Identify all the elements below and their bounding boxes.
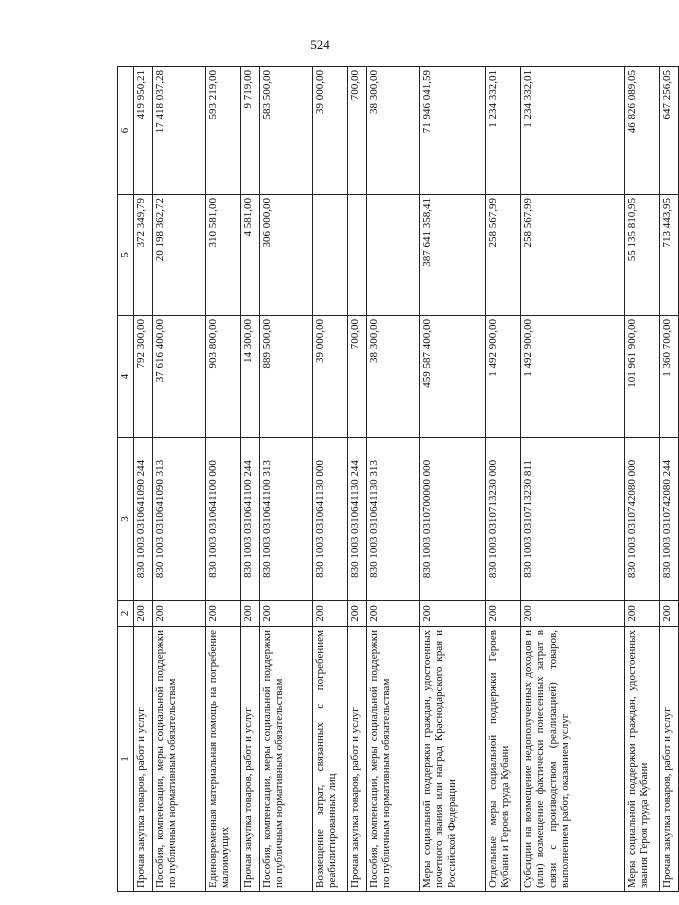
table-row <box>133 67 152 892</box>
row-type: 200 <box>312 601 347 627</box>
row-col6: 700,00 <box>347 67 366 195</box>
row-col6: 39 000,00 <box>312 67 347 195</box>
row-name: Пособия, компенсации, меры социальной поддержки по публичным нормативным обязательствам <box>366 627 419 892</box>
table-row <box>205 67 240 892</box>
row-type: 200 <box>152 601 205 627</box>
row-type: 200 <box>419 601 485 627</box>
table-row <box>659 67 678 892</box>
row-code: 830 1003 0310641130 313 <box>366 438 419 601</box>
row-name: Прочая закупка товаров, работ и услуг <box>240 627 259 892</box>
row-code: 830 1003 0310700000 000 <box>419 438 485 601</box>
row-col4: 903 800,00 <box>205 316 240 438</box>
row-col6: 71 946 041,59 <box>419 67 485 195</box>
row-type: 200 <box>520 601 624 627</box>
table-row <box>312 67 347 892</box>
row-col5: 20 198 362,72 <box>152 195 205 316</box>
row-col4: 39 000,00 <box>312 316 347 438</box>
row-name: Пособия, компенсации, меры социальной поддержки по публичным нормативным обязательствам <box>152 627 205 892</box>
table-row <box>152 67 205 892</box>
row-type: 200 <box>133 601 152 627</box>
row-code: 830 1003 0310641130 244 <box>347 438 366 601</box>
column-header: 2 <box>118 601 134 627</box>
row-name: Меры социальной поддержки граждан, удостоенных звания Героя труда Кубани <box>624 627 659 892</box>
row-col4: 14 300,00 <box>240 316 259 438</box>
row-col6: 46 826 089,05 <box>624 67 659 195</box>
row-code: 830 1003 0310742080 000 <box>624 438 659 601</box>
table-row <box>240 67 259 892</box>
table-row <box>259 67 312 892</box>
row-col5 <box>366 195 419 316</box>
row-col6: 9 719,00 <box>240 67 259 195</box>
table-row <box>419 67 485 892</box>
row-col4: 1 360 700,00 <box>659 316 678 438</box>
row-col6: 38 300,00 <box>366 67 419 195</box>
row-type: 200 <box>624 601 659 627</box>
row-name: Прочая закупка товаров, работ и услуг <box>133 627 152 892</box>
row-col4: 889 500,00 <box>259 316 312 438</box>
row-type: 200 <box>659 601 678 627</box>
row-col6: 419 950,21 <box>133 67 152 195</box>
row-name: Субсидии на возмещение недополученных доходов и (или) возмещение фактически понесенных затрат в связи с производством (реализацией) товаров, выполнением работ, оказанием услуг <box>520 627 624 892</box>
table-row <box>520 67 624 892</box>
row-col5: 387 641 358,41 <box>419 195 485 316</box>
table-row <box>366 67 419 892</box>
row-code: 830 1003 0310641100 313 <box>259 438 312 601</box>
row-col5: 258 567,99 <box>485 195 520 316</box>
row-type: 200 <box>240 601 259 627</box>
table-header-row <box>118 67 134 892</box>
row-col6: 17 418 037,28 <box>152 67 205 195</box>
row-code: 830 1003 0310641100 000 <box>205 438 240 601</box>
row-col5: 306 000,00 <box>259 195 312 316</box>
row-code: 830 1003 0310742080 244 <box>659 438 678 601</box>
row-col4: 792 300,00 <box>133 316 152 438</box>
row-name: Единовременная материальная помощь на погребение малоимущих <box>205 627 240 892</box>
row-name: Меры социальной поддержки граждан, удостоенных почетного звания или наград Краснодарского края и Российской Федерации <box>419 627 485 892</box>
row-col5: 258 567,99 <box>520 195 624 316</box>
row-code: 830 1003 0310641090 313 <box>152 438 205 601</box>
row-col5: 713 443,95 <box>659 195 678 316</box>
row-col5 <box>347 195 366 316</box>
table-row <box>347 67 366 892</box>
row-type: 200 <box>259 601 312 627</box>
row-code: 830 1003 0310641130 000 <box>312 438 347 601</box>
row-col5: 372 349,79 <box>133 195 152 316</box>
page-number: 524 <box>310 37 330 52</box>
row-name: Отдельные меры социальной поддержки Героев Кубани и Героев труда Кубани <box>485 627 520 892</box>
row-code: 830 1003 0310641100 244 <box>240 438 259 601</box>
row-name: Прочая закупка товаров, работ и услуг <box>659 627 678 892</box>
row-col4: 1 492 900,00 <box>520 316 624 438</box>
row-type: 200 <box>205 601 240 627</box>
row-col4: 459 587 400,00 <box>419 316 485 438</box>
row-col5 <box>312 195 347 316</box>
row-code: 830 1003 0310713230 000 <box>485 438 520 601</box>
column-header: 5 <box>118 195 134 316</box>
row-col4: 1 492 900,00 <box>485 316 520 438</box>
row-type: 200 <box>347 601 366 627</box>
column-header: 4 <box>118 316 134 438</box>
row-col4: 700,00 <box>347 316 366 438</box>
row-type: 200 <box>366 601 419 627</box>
row-col6: 593 219,00 <box>205 67 240 195</box>
row-col6: 1 234 332,01 <box>485 67 520 195</box>
budget-table <box>117 66 679 892</box>
row-name: Пособия, компенсации, меры социальной поддержки по публичным нормативным обязательствам <box>259 627 312 892</box>
row-name: Прочая закупка товаров, работ и услуг <box>347 627 366 892</box>
row-name: Возмещение затрат, связанных с погребением реабилитированных лиц <box>312 627 347 892</box>
row-col6: 583 500,00 <box>259 67 312 195</box>
row-col4: 37 616 400,00 <box>152 316 205 438</box>
rotated-table-frame <box>117 67 673 892</box>
row-col5: 4 581,00 <box>240 195 259 316</box>
column-header: 3 <box>118 438 134 601</box>
row-col4: 38 300,00 <box>366 316 419 438</box>
table-row <box>624 67 659 892</box>
row-col6: 1 234 332,01 <box>520 67 624 195</box>
column-header: 1 <box>118 627 134 892</box>
column-header: 6 <box>118 67 134 195</box>
row-col6: 647 256,05 <box>659 67 678 195</box>
row-code: 830 1003 0310713230 811 <box>520 438 624 601</box>
row-col4: 101 961 900,00 <box>624 316 659 438</box>
row-col5: 55 135 810,95 <box>624 195 659 316</box>
row-type: 200 <box>485 601 520 627</box>
row-col5: 310 581,00 <box>205 195 240 316</box>
row-code: 830 1003 0310641090 244 <box>133 438 152 601</box>
table-row <box>485 67 520 892</box>
